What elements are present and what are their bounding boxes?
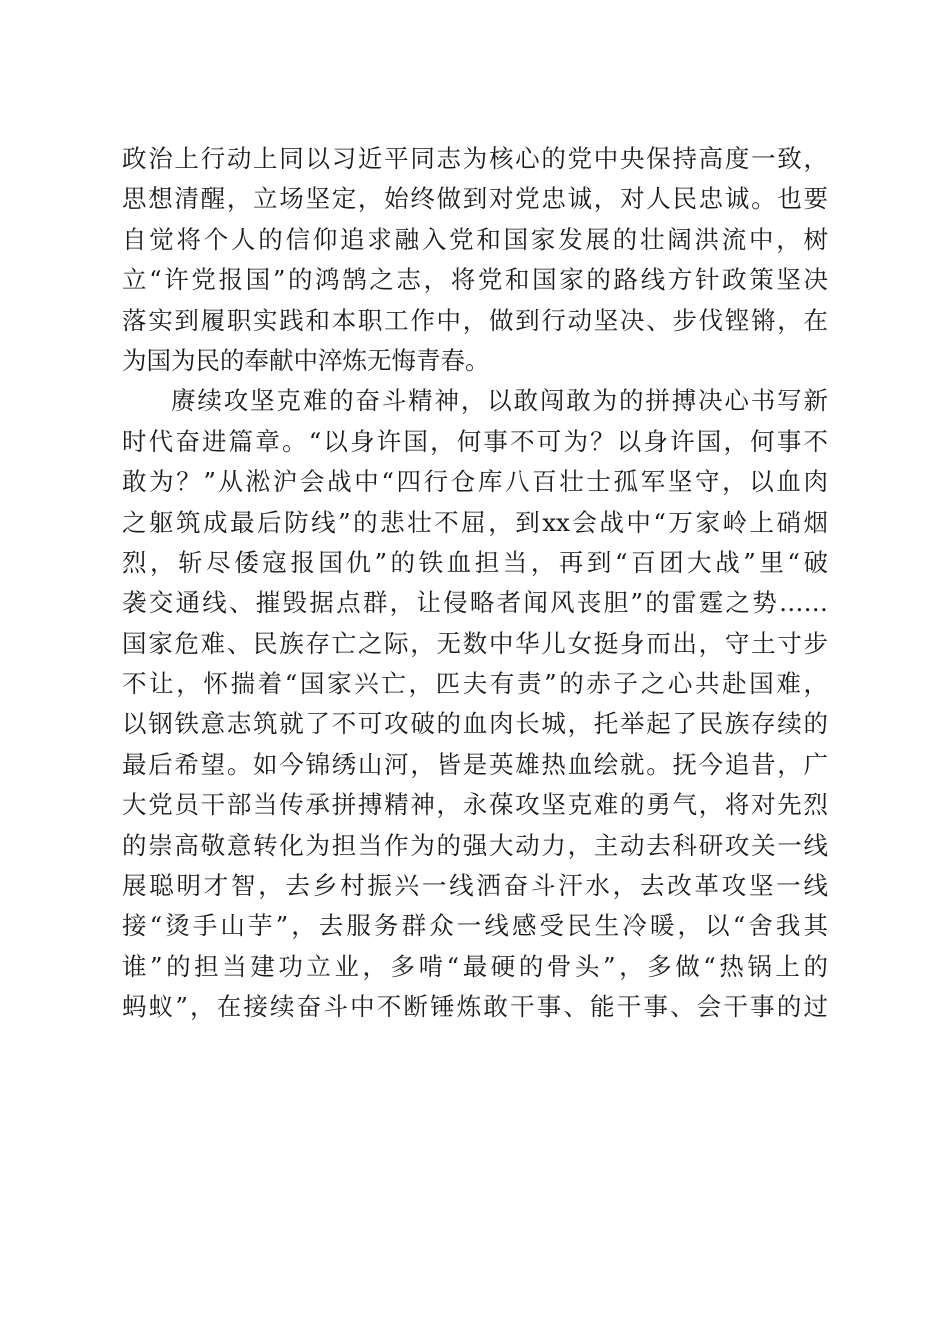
text-line: 国家危难、民族存亡之际，无数中华儿女挺身而出，守土寸步 [122,628,828,658]
text-line: 之躯筑成最后防线”的悲壮不屈，到xx会战中“万家岭上硝烟 [122,507,828,537]
text-line: 最后希望。如今锦绣山河，皆是英雄热血绘就。抚今追昔，广 [122,749,828,779]
text-line: 蚂蚁”，在接续奋斗中不断锤炼敢干事、能干事、会干事的过 [122,992,828,1022]
text-line: 落实到履职实践和本职工作中，做到行动坚决、步伐铿锵，在 [122,305,828,335]
text-line: 为国为民的奉献中淬炼无悔青春。 [122,345,490,375]
text-line: 大党员干部当传承拼搏精神，永葆攻坚克难的勇气，将对先烈 [122,790,828,820]
text-line: 谁”的担当建功立业，多啃“最硬的骨头”，多做“热锅上的 [122,951,828,981]
text-line: 接“烫手山芋”，去服务群众一线感受民生冷暖，以“舍我其 [122,911,828,941]
text-line: 以钢铁意志筑就了不可攻破的血肉长城，托举起了民族存续的 [122,709,828,739]
text-line: 展聪明才智，去乡村振兴一线洒奋斗汗水，去改革攻坚一线 [122,871,828,901]
text-line: 思想清醒，立场坚定，始终做到对党忠诚，对人民忠诚。也要 [122,184,828,214]
text-line: 烈，斩尽倭寇报国仇”的铁血担当，再到“百团大战”里“破 [122,547,828,577]
text-line: 时代奋进篇章。“以身许国，何事不可为？以身许国，何事不 [122,426,828,456]
text-line: 敢为？”从淞沪会战中“四行仓库八百壮士孤军坚守，以血肉 [122,467,828,497]
text-line: 政治上行动上同以习近平同志为核心的党中央保持高度一致， [122,144,828,173]
body-text [122,139,828,1028]
text-line: 赓续攻坚克难的奋斗精神，以敢闯敢为的拼搏决心书写新 [171,386,828,416]
text-line: 袭交通线、摧毁据点群，让侵略者闻风丧胆”的雷霆之势…… [122,588,828,618]
text-line: 立“许党报国”的鸿鹄之志，将党和国家的路线方针政策坚决 [122,265,828,295]
text-line: 自觉将个人的信仰追求融入党和国家发展的壮阔洪流中，树 [122,224,828,254]
text-line: 不让，怀揣着“国家兴亡，匹夫有责”的赤子之心共赴国难， [122,669,828,699]
text-line: 的崇高敬意转化为担当作为的强大动力，主动去科研攻关一线 [122,830,828,860]
